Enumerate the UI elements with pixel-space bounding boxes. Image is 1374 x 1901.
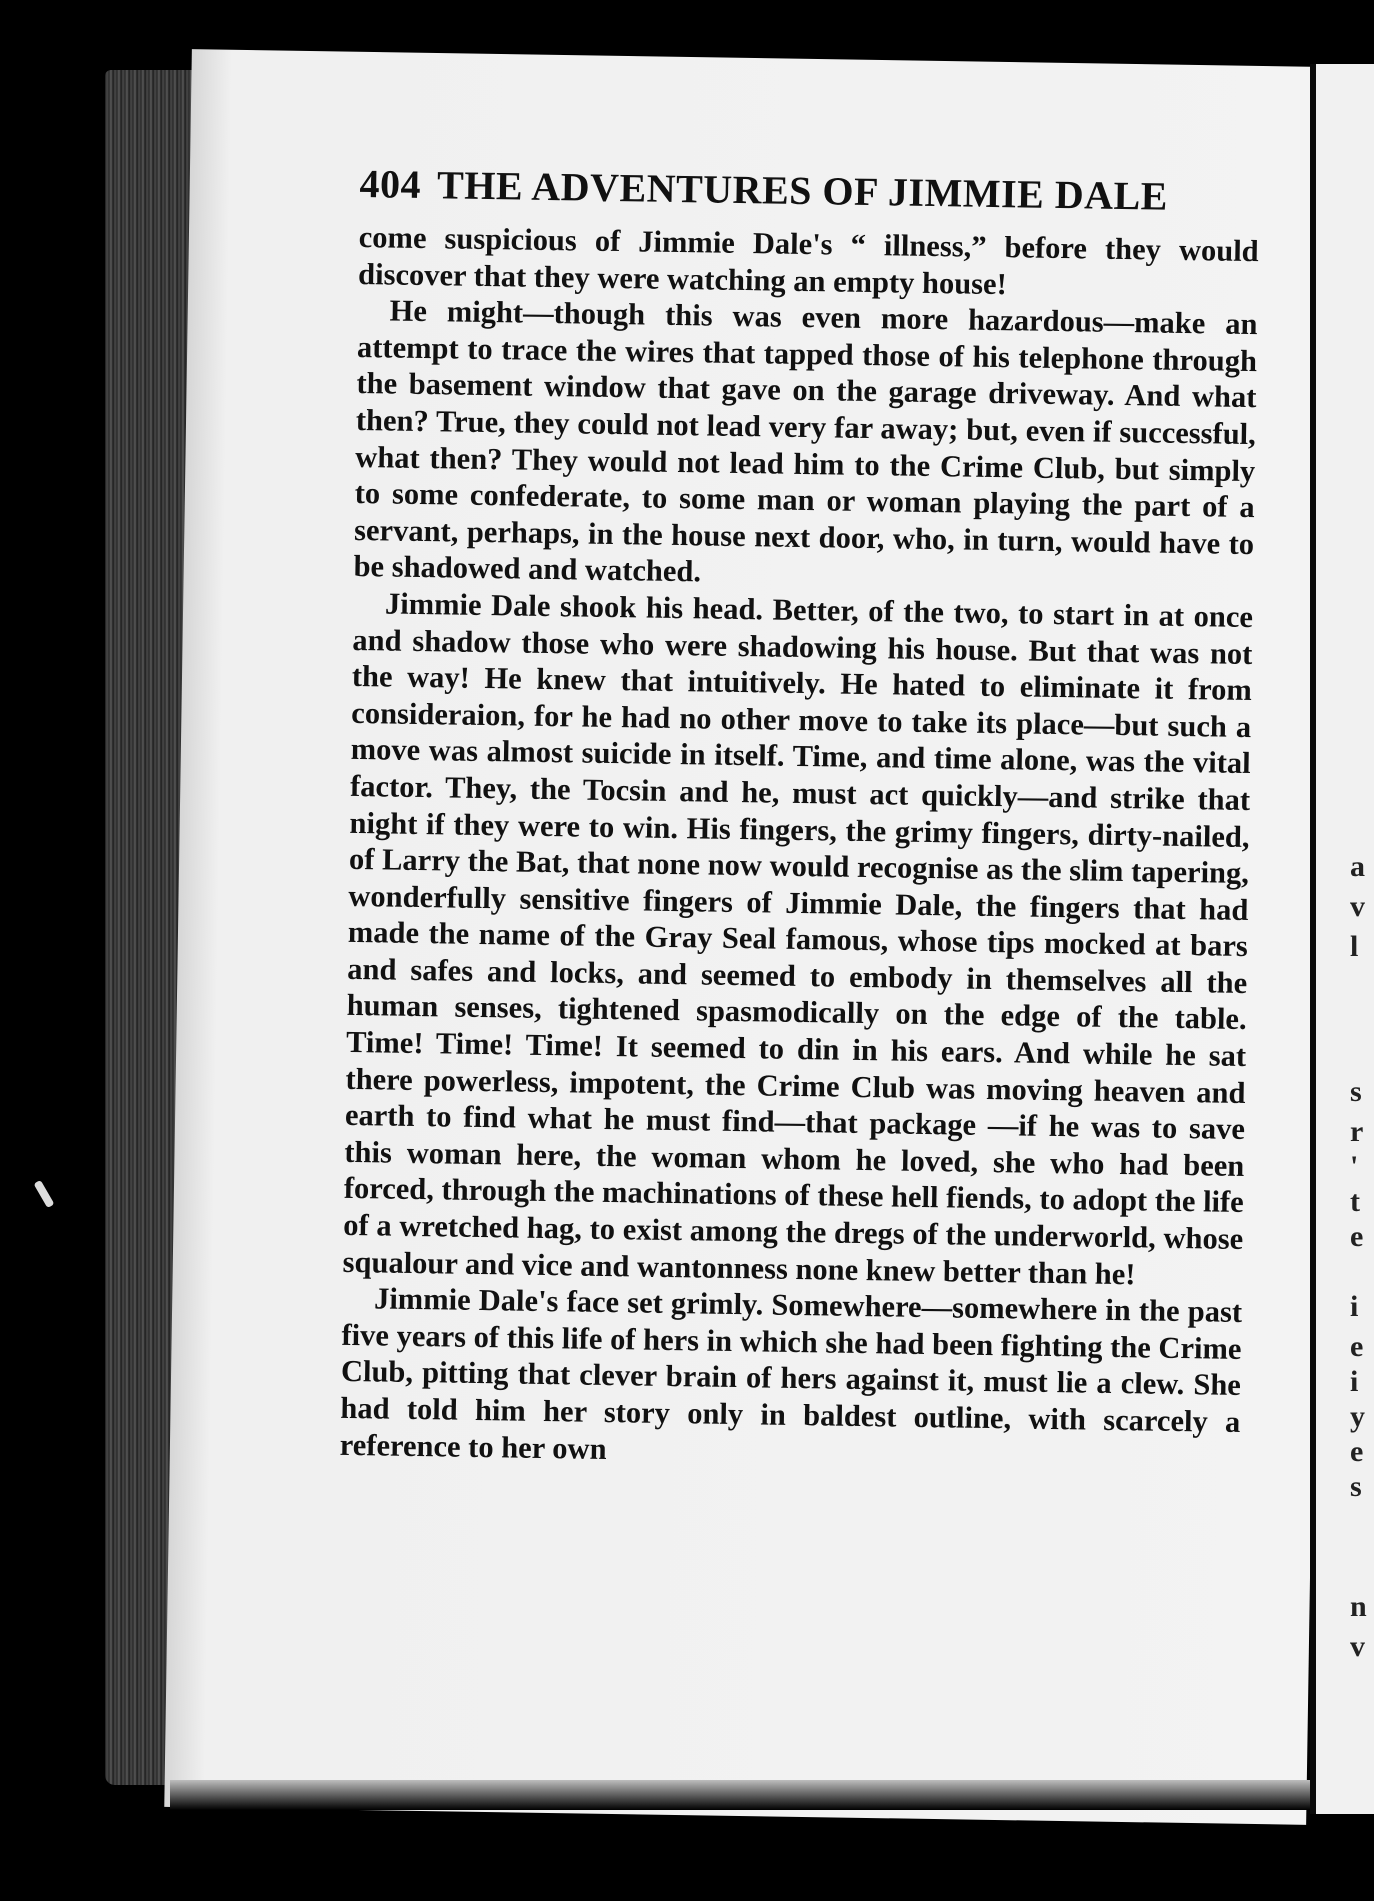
facing-page-letter: y [1350, 1400, 1365, 1433]
paragraph: Jimmie Dale's face set grimly. Somewhere—somewhere in the past five years of this life of hers in which she had been fighting the Crime Club, pitting that clever brain of hers against it, must lie a clew. She had told him her story only in baldest outline, with scarcely a reference to her own [339, 1281, 1243, 1466]
facing-page-letter: a [1350, 850, 1365, 883]
scan-artifact [34, 1180, 55, 1208]
facing-page-letter: v [1350, 1630, 1365, 1663]
facing-page-letter: v [1350, 890, 1365, 923]
body-text [340, 219, 1259, 1477]
facing-page-letter: i [1350, 1290, 1359, 1323]
paragraph: He might—though this was even more hazardous—make an attempt to trace the wires that tapped those of his telephone through the basement window that gave on the garage driveway. And what then? True, they could not lead very far away; but, even if successful, what then? They would not lead him to the Crime Club, but simply to some confederate, to some man or woman playing the part of a servant, perhaps, in the house next door, who, in turn, would have to be shadowed and watched. [353, 293, 1258, 589]
facing-page-letter: e [1350, 1220, 1364, 1253]
page-text-block [340, 160, 1260, 1477]
facing-page-letter: l [1350, 930, 1359, 963]
page-number: 404 [359, 160, 422, 207]
facing-page-letter: e [1350, 1435, 1364, 1468]
facing-page-letter: s [1350, 1470, 1362, 1503]
facing-page-letter: ' [1350, 1150, 1359, 1183]
running-head-title: THE ADVENTURES OF JIMMIE DALE [436, 162, 1169, 219]
facing-page-letter: e [1350, 1330, 1364, 1363]
facing-page-letter: s [1350, 1075, 1362, 1108]
facing-page-edge [1310, 64, 1374, 1814]
paragraph: come suspicious of Jimmie Dale's “ illness,” before they would discover that they were watching an empty house! [357, 219, 1259, 301]
page-bottom-shadow [170, 1780, 1320, 1810]
facing-page-letter: r [1350, 1115, 1364, 1148]
facing-page-letter: i [1350, 1365, 1359, 1398]
facing-page-letter: n [1350, 1590, 1367, 1623]
paragraph: Jimmie Dale shook his head. Better, of the two, to start in at once and shadow those who were shadowing his house. But that was not the way! He knew that intuitively. He hated to eliminate it from consideraion, for he had no other move to take its place—but such a move was almost suicide in itself. Time, and time alone, was the vital factor. They, the Tocsin and he, must act quickly—and strike that night if they were to win. His fingers, the grimy fingers, dirty-nailed, of Larry the Bat, that none now would recognise as the slim tapering, wonderfully sensitive fingers of Jimmie Dale, the fingers that had made the name of the Gray Seal famous, whose tips mocked at bars and safes and locks, and seemed to embody in themselves all the human senses, tightened spasmodically on the edge of the table. Time! Time! Time! It seemed to din in his ears. And while he sat there powerless, impotent, the Crime Club was moving heaven and earth to find what he must find—that package —if he was to save this woman here, the woman whom he loved, she who had been forced, through the machinations of these hell fiends, to adopt the life of a wretched hag, to exist among the dregs of the underworld, whose squalour and vice and wantonness none knew better than he! [342, 586, 1254, 1291]
facing-page-letter: t [1350, 1185, 1360, 1218]
